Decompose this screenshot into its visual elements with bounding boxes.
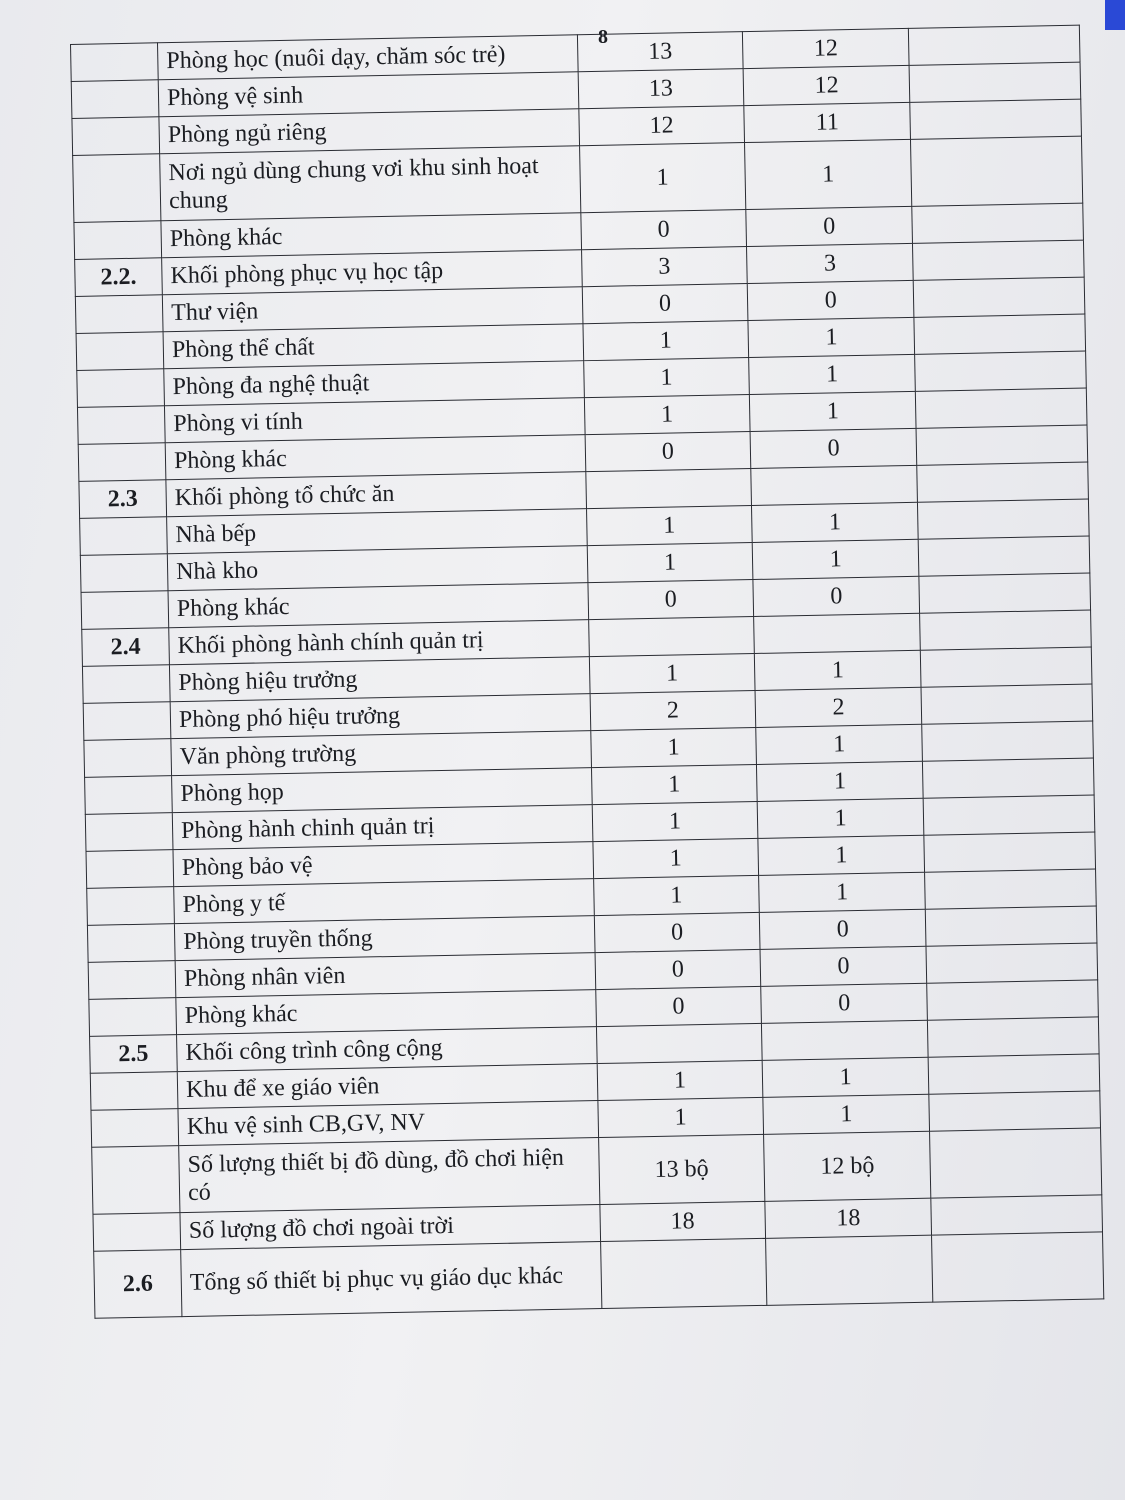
row-name-cell: Phòng đa nghệ thuật	[164, 361, 584, 406]
value-year-1-cell: 1	[587, 542, 753, 582]
row-name-cell: Văn phòng trường	[171, 731, 591, 776]
row-number-cell	[81, 591, 169, 630]
note-cell	[908, 25, 1080, 65]
row-number-cell	[75, 295, 163, 334]
value-year-2-cell: 0	[760, 946, 926, 986]
value-year-1-cell: 18	[599, 1201, 765, 1241]
note-cell	[922, 721, 1094, 761]
row-name-cell: Tổng số thiết bị phục vụ giáo dục khác	[181, 1242, 602, 1317]
row-number-cell: 2.3	[79, 480, 167, 519]
value-year-2-cell: 1	[755, 650, 921, 690]
note-cell	[915, 388, 1087, 428]
row-number-cell	[89, 998, 177, 1037]
value-year-2-cell: 1	[752, 502, 918, 542]
note-cell	[924, 832, 1096, 872]
note-cell	[914, 314, 1086, 354]
note-cell	[916, 425, 1088, 465]
value-year-2-cell: 1	[756, 724, 922, 764]
note-cell	[920, 647, 1092, 687]
value-year-1-cell	[596, 1023, 762, 1063]
row-number-cell	[92, 1146, 180, 1215]
facilities-table-wrapper	[70, 25, 1104, 1319]
row-number-cell	[91, 1109, 179, 1148]
value-year-1-cell: 3	[581, 247, 747, 287]
value-year-1-cell: 1	[597, 1097, 763, 1137]
row-name-cell: Phòng khác	[168, 583, 588, 628]
value-year-1-cell: 1	[584, 395, 750, 435]
row-number-cell	[74, 221, 162, 260]
value-year-2-cell	[751, 465, 917, 505]
row-name-cell: Phòng khác	[165, 435, 585, 480]
value-year-2-cell: 2	[755, 687, 921, 727]
facilities-table	[70, 25, 1104, 1319]
row-name-cell: Phòng học (nuôi dạy, chăm sóc trẻ)	[158, 35, 578, 80]
row-number-cell: 2.4	[82, 628, 170, 667]
row-number-cell	[73, 154, 161, 223]
value-year-1-cell: 12	[578, 106, 744, 146]
row-name-cell: Phòng ngủ riêng	[159, 109, 579, 154]
row-number-cell	[82, 665, 170, 704]
note-cell	[912, 203, 1084, 243]
row-name-cell: Phòng thể chất	[163, 324, 583, 369]
value-year-2-cell: 0	[753, 576, 919, 616]
row-number-cell	[71, 80, 159, 119]
row-number-cell	[85, 813, 173, 852]
value-year-1-cell: 13	[577, 32, 743, 72]
row-number-cell	[78, 443, 166, 482]
value-year-2-cell: 1	[752, 539, 918, 579]
value-year-2-cell: 1	[757, 798, 923, 838]
row-name-cell: Khối công trình công cộng	[177, 1027, 597, 1072]
row-name-cell: Khối phòng hành chính quản trị	[169, 620, 589, 665]
note-cell	[930, 1128, 1102, 1198]
note-cell	[917, 499, 1089, 539]
row-name-cell: Phòng họp	[172, 768, 592, 813]
value-year-2-cell: 12 bộ	[764, 1131, 931, 1201]
value-year-1-cell: 1	[579, 143, 746, 213]
note-cell	[931, 1195, 1103, 1235]
value-year-1-cell	[588, 616, 754, 656]
value-year-2-cell: 0	[750, 428, 916, 468]
value-year-1-cell: 1	[597, 1060, 763, 1100]
row-name-cell: Phòng hiệu trưởng	[169, 657, 589, 702]
row-name-cell: Khối phòng phục vụ học tập	[162, 250, 582, 295]
value-year-2-cell	[762, 1020, 928, 1060]
row-number-cell	[76, 332, 164, 371]
row-name-cell: Phòng y tế	[174, 879, 594, 924]
note-cell	[921, 684, 1093, 724]
note-cell	[917, 462, 1089, 502]
background-binder-edge	[1105, 0, 1125, 30]
value-year-1-cell: 0	[582, 284, 748, 324]
value-year-2-cell: 18	[765, 1198, 931, 1238]
row-name-cell: Khu vệ sinh CB,GV, NV	[178, 1101, 598, 1146]
value-year-1-cell: 1	[586, 505, 752, 545]
value-year-2-cell: 1	[745, 139, 912, 209]
value-year-1-cell: 1	[593, 875, 759, 915]
row-name-cell: Phòng vệ sinh	[158, 72, 578, 117]
value-year-2-cell: 1	[759, 872, 925, 912]
row-name-cell: Phòng hành chinh quản trị	[172, 805, 592, 850]
value-year-1-cell: 1	[589, 653, 755, 693]
row-name-cell: Phòng bảo vệ	[173, 842, 593, 887]
value-year-2-cell: 1	[748, 317, 914, 357]
value-year-1-cell: 1	[592, 838, 758, 878]
value-year-2-cell: 11	[744, 102, 910, 142]
value-year-2-cell: 12	[743, 28, 909, 68]
value-year-1-cell: 1	[590, 727, 756, 767]
row-name-cell: Phòng nhân viên	[175, 953, 595, 998]
value-year-1-cell: 13 bộ	[598, 1134, 765, 1204]
row-number-cell	[77, 406, 165, 445]
row-number-cell	[80, 517, 168, 556]
note-cell	[922, 758, 1094, 798]
row-number-cell	[86, 850, 174, 889]
row-name-cell: Nhà bếp	[167, 509, 587, 554]
note-cell	[910, 99, 1082, 139]
row-name-cell: Thư viện	[162, 287, 582, 332]
value-year-1-cell: 0	[588, 579, 754, 619]
row-name-cell: Nơi ngủ dùng chung vơi khu sinh hoạt chung	[160, 146, 581, 221]
note-cell	[932, 1232, 1104, 1302]
row-number-cell	[90, 1072, 178, 1111]
value-year-2-cell: 1	[758, 835, 924, 875]
row-name-cell: Khu để xe giáo viên	[177, 1064, 597, 1109]
row-number-cell	[87, 887, 175, 926]
row-name-cell: Nhà kho	[167, 546, 587, 591]
row-name-cell: Phòng vi tính	[165, 398, 585, 443]
row-number-cell	[85, 776, 173, 815]
value-year-2-cell: 1	[750, 391, 916, 431]
row-number-cell	[87, 924, 175, 963]
value-year-1-cell: 1	[592, 801, 758, 841]
page-number: 8	[598, 26, 608, 48]
note-cell	[925, 906, 1097, 946]
value-year-1-cell: 0	[580, 210, 746, 250]
value-year-2-cell: 0	[748, 280, 914, 320]
note-cell	[915, 351, 1087, 391]
note-cell	[927, 1017, 1099, 1057]
table-body	[71, 25, 1104, 1318]
note-cell	[909, 62, 1081, 102]
note-cell	[923, 795, 1095, 835]
value-year-2-cell	[766, 1235, 933, 1305]
value-year-1-cell: 0	[585, 432, 751, 472]
note-cell	[919, 573, 1091, 613]
value-year-2-cell: 1	[763, 1094, 929, 1134]
note-cell	[929, 1091, 1101, 1131]
value-year-1-cell	[585, 469, 751, 509]
value-year-1-cell: 0	[595, 986, 761, 1026]
row-name-cell: Số lượng đồ chơi ngoài trời	[180, 1205, 600, 1250]
value-year-1-cell	[600, 1238, 767, 1308]
value-year-1-cell: 13	[578, 69, 744, 109]
note-cell	[920, 610, 1092, 650]
value-year-2-cell: 1	[762, 1057, 928, 1097]
value-year-2-cell: 0	[760, 909, 926, 949]
value-year-2-cell	[754, 613, 920, 653]
row-number-cell	[88, 961, 176, 1000]
note-cell	[911, 136, 1083, 206]
value-year-1-cell: 1	[583, 321, 749, 361]
row-number-cell	[80, 554, 168, 593]
note-cell	[927, 980, 1099, 1020]
row-number-cell	[72, 117, 160, 156]
row-number-cell: 2.2.	[75, 258, 163, 297]
note-cell	[928, 1054, 1100, 1094]
value-year-2-cell: 1	[757, 761, 923, 801]
value-year-1-cell: 0	[594, 912, 760, 952]
value-year-1-cell: 0	[595, 949, 761, 989]
row-number-cell: 2.6	[94, 1250, 182, 1319]
row-number-cell	[84, 739, 172, 778]
row-number-cell	[71, 43, 159, 82]
value-year-2-cell: 12	[743, 65, 909, 105]
row-name-cell: Phòng phó hiệu trưởng	[170, 694, 590, 739]
row-name-cell: Phòng truyền thống	[174, 916, 594, 961]
value-year-1-cell: 2	[590, 690, 756, 730]
row-number-cell	[77, 369, 165, 408]
row-name-cell: Khối phòng tổ chức ăn	[166, 472, 586, 517]
value-year-2-cell: 0	[746, 206, 912, 246]
note-cell	[925, 869, 1097, 909]
note-cell	[918, 536, 1090, 576]
row-name-cell: Phòng khác	[161, 213, 581, 258]
value-year-2-cell: 0	[761, 983, 927, 1023]
row-number-cell: 2.5	[90, 1035, 178, 1074]
row-name-cell: Phòng khác	[176, 990, 596, 1035]
note-cell	[926, 943, 1098, 983]
row-name-cell: Số lượng thiết bị đồ dùng, đồ chơi hiện có	[179, 1138, 600, 1213]
row-number-cell	[83, 702, 171, 741]
row-number-cell	[93, 1213, 181, 1252]
value-year-2-cell: 1	[749, 354, 915, 394]
value-year-2-cell: 3	[747, 243, 913, 283]
note-cell	[912, 240, 1084, 280]
value-year-1-cell: 1	[583, 358, 749, 398]
value-year-1-cell: 1	[591, 764, 757, 804]
note-cell	[913, 277, 1085, 317]
